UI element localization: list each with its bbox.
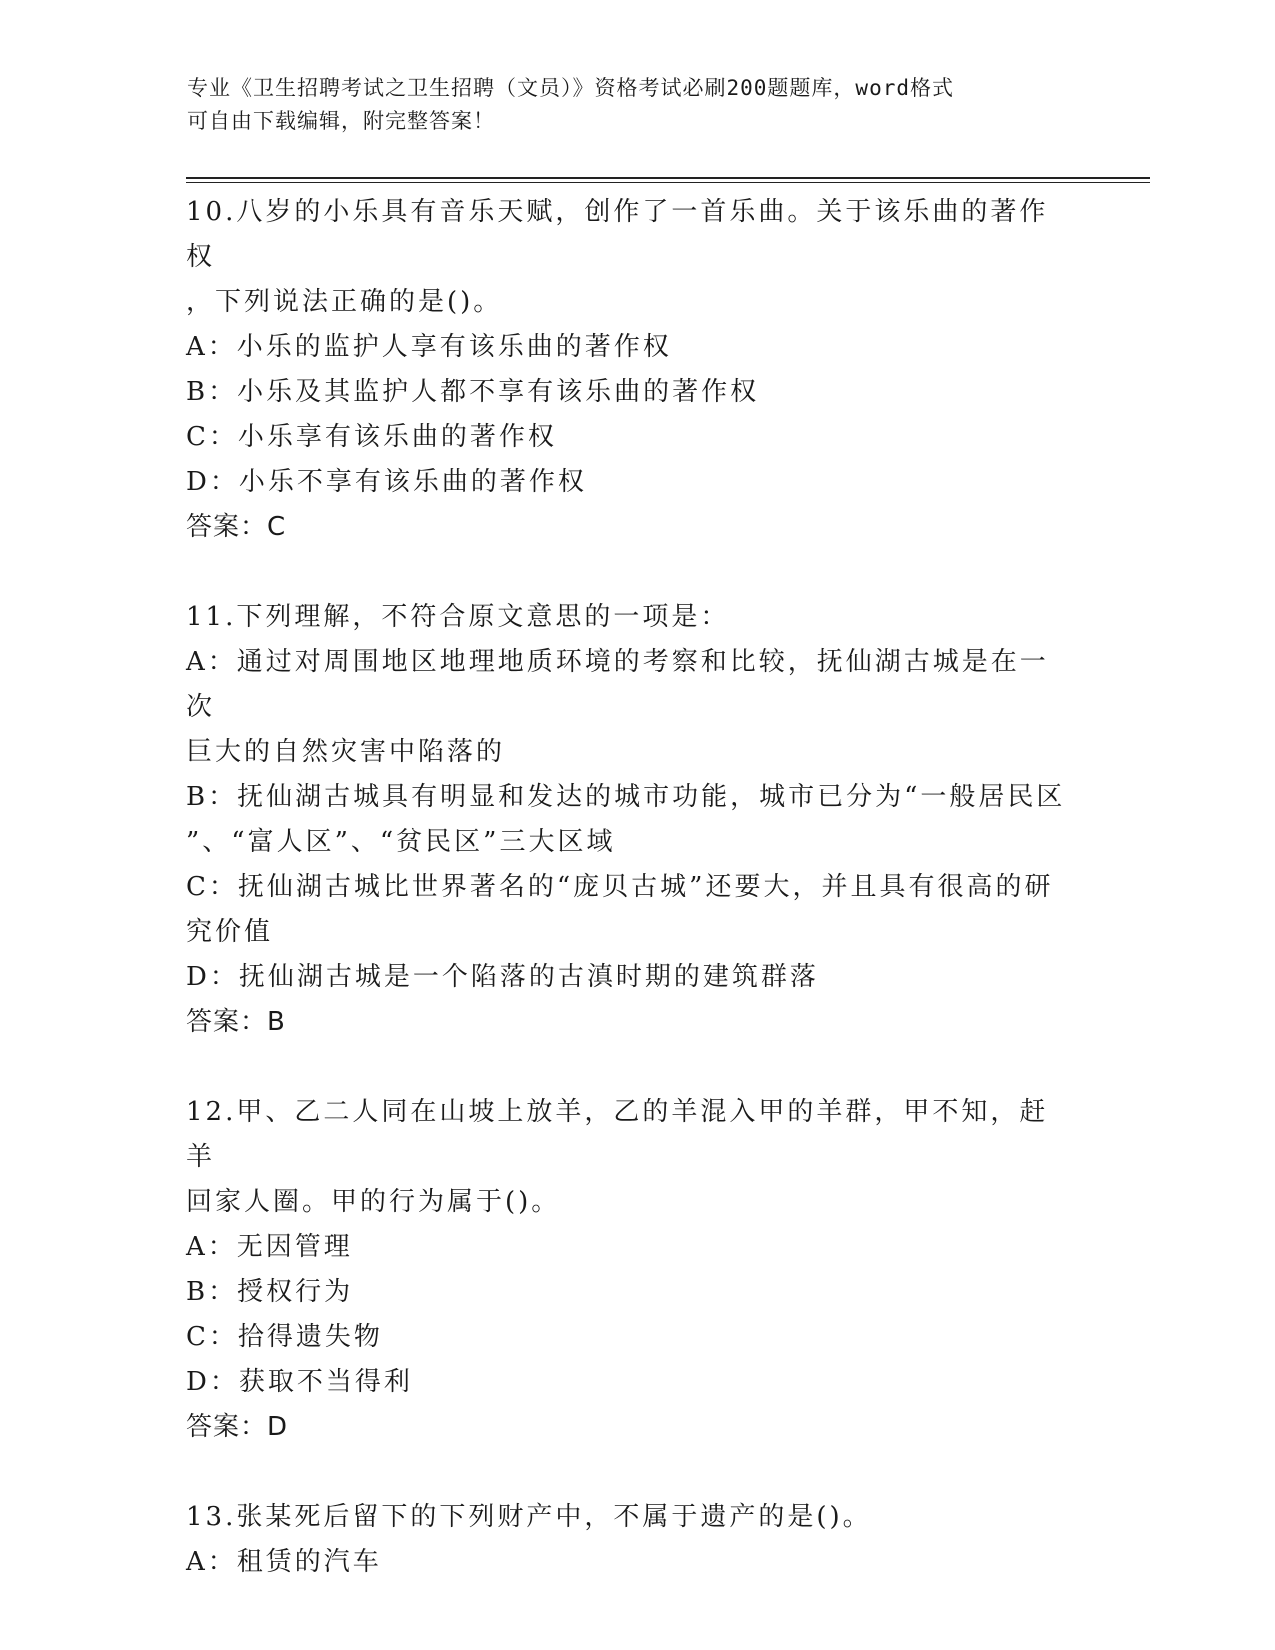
question-block — [186, 595, 1066, 1045]
option-line: ”、“富人区”、“贫民区”三大区域 — [186, 827, 616, 857]
question-spacer — [186, 1045, 1066, 1090]
answer-line: 答案：D — [186, 1412, 289, 1442]
question-stem-line: 13.张某死后留下的下列财产中，不属于遗产的是()。 — [186, 1502, 872, 1532]
question-spacer — [186, 550, 1066, 595]
option-line: B：抚仙湖古城具有明显和发达的城市功能，城市已分为“一般居民区 — [186, 782, 1066, 812]
question-block — [186, 1090, 1066, 1450]
header-line-2: 可自由下载编辑，附完整答案！ — [187, 109, 495, 133]
option-line: B：小乐及其监护人都不享有该乐曲的著作权 — [186, 377, 760, 407]
header-divider-thin — [186, 182, 1150, 183]
option-line: C：拾得遗失物 — [186, 1322, 383, 1352]
option-line: A：租赁的汽车 — [186, 1547, 382, 1577]
option-line: D：抚仙湖古城是一个陷落的古滇时期的建筑群落 — [186, 962, 819, 992]
question-block — [186, 1495, 1066, 1585]
question-stem-line: 12.甲、乙二人同在山坡上放羊，乙的羊混入甲的羊群，甲不知，赶羊 — [186, 1097, 1049, 1172]
question-block — [186, 190, 1066, 550]
header-line-1: 专业《卫生招聘考试之卫生招聘（文员）》资格考试必刷200题题库，word格式 — [187, 76, 954, 100]
question-list — [186, 190, 1066, 1585]
option-line: C：小乐享有该乐曲的著作权 — [186, 422, 557, 452]
question-stem-line: 11.下列理解，不符合原文意思的一项是： — [186, 602, 730, 632]
answer-line: 答案：B — [186, 1007, 286, 1037]
option-line: D：小乐不享有该乐曲的著作权 — [186, 467, 587, 497]
option-line: B：授权行为 — [186, 1277, 354, 1307]
question-stem-line: ，下列说法正确的是()。 — [186, 287, 503, 317]
option-line: 究价值 — [186, 917, 274, 947]
header-divider-thick — [186, 177, 1150, 179]
option-line: A：通过对周围地区地理地质环境的考察和比较，抚仙湖古城是在一次 — [186, 647, 1049, 722]
option-line: C：抚仙湖古城比世界著名的“庞贝古城”还要大，并且具有很高的研 — [186, 872, 1054, 902]
option-line: A：无因管理 — [186, 1232, 353, 1262]
option-line: 巨大的自然灾害中陷落的 — [186, 737, 506, 767]
question-stem-line: 回家人圈。甲的行为属于()。 — [186, 1187, 561, 1217]
answer-line: 答案：C — [186, 512, 287, 542]
option-line: A：小乐的监护人享有该乐曲的著作权 — [186, 332, 672, 362]
question-stem-line: 10.八岁的小乐具有音乐天赋，创作了一首乐曲。关于该乐曲的著作权 — [186, 197, 1049, 272]
question-spacer — [186, 1450, 1066, 1495]
document-header — [187, 72, 1067, 138]
option-line: D：获取不当得利 — [186, 1367, 413, 1397]
